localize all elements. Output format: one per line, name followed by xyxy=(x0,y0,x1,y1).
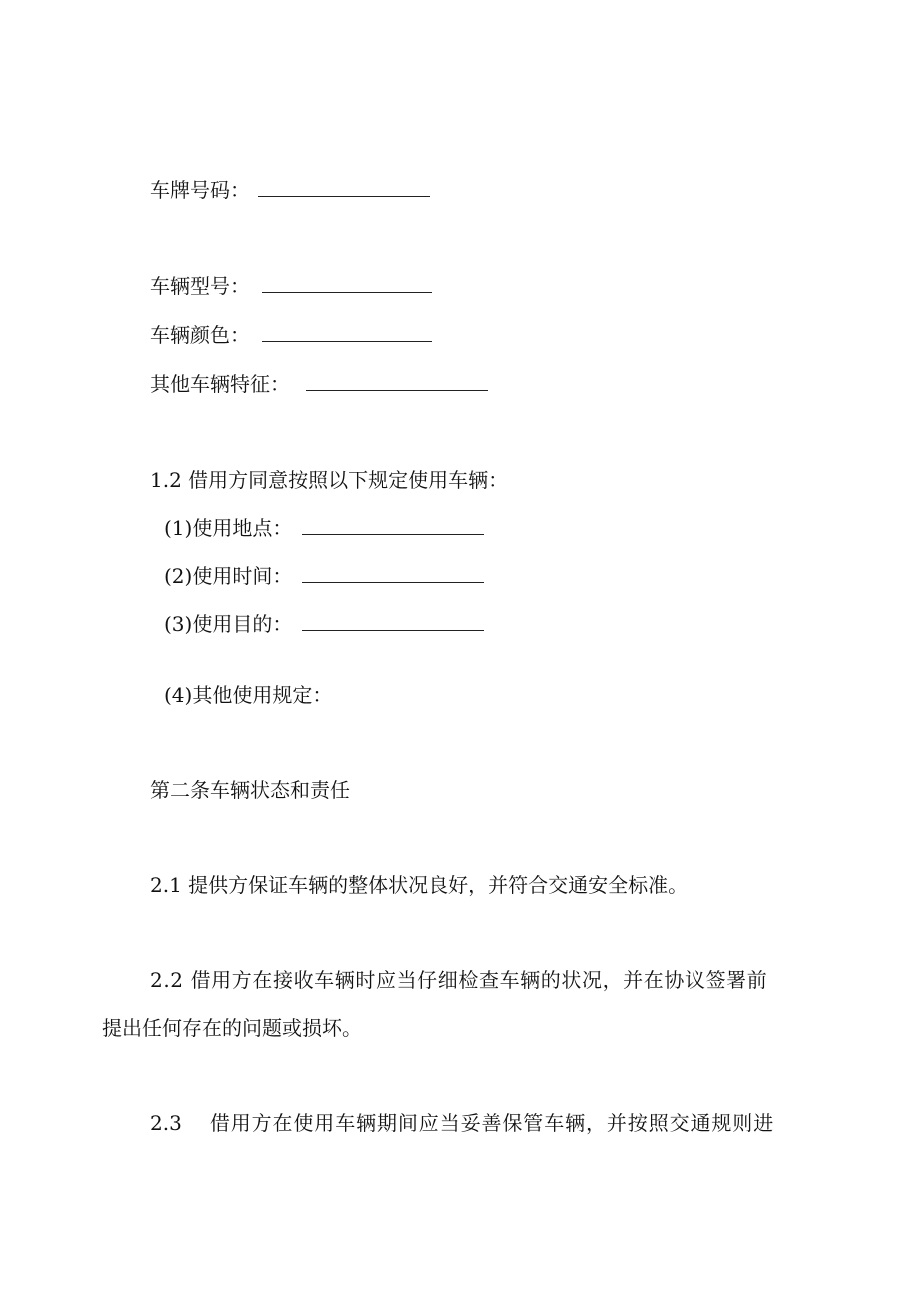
article-2-title: 第二条车辆状态和责任 xyxy=(150,778,350,802)
field-color-label: 车辆颜色： xyxy=(150,323,250,347)
clause-2-2-line-1: 2.2 借用方在接收车辆时应当仔细检查车辆的状况，并在协议签署前 xyxy=(150,968,768,992)
field-color-row xyxy=(150,321,432,349)
field-other-features-blank[interactable] xyxy=(306,372,488,391)
section-1-2-heading: 1.2 借用方同意按照以下规定使用车辆： xyxy=(150,468,509,492)
usage-location-blank[interactable] xyxy=(302,516,484,535)
field-model-row xyxy=(150,272,432,300)
usage-location-row xyxy=(164,514,484,542)
usage-purpose-blank[interactable] xyxy=(302,612,484,631)
field-model-blank[interactable] xyxy=(262,274,432,293)
usage-purpose-label: (3)使用目的： xyxy=(164,612,293,636)
usage-time-blank[interactable] xyxy=(302,564,484,583)
usage-other-rules-row xyxy=(164,681,332,709)
usage-location-label: (1)使用地点： xyxy=(164,516,293,540)
clause-2-3-number: 2.3 xyxy=(150,1111,182,1135)
field-plate-label: 车牌号码： xyxy=(150,178,250,202)
field-other-features-label: 其他车辆特征： xyxy=(150,372,290,396)
usage-time-row xyxy=(164,562,484,590)
clause-2-1: 2.1 提供方保证车辆的整体状况良好，并符合交通安全标准。 xyxy=(150,873,689,897)
clause-2-2-line-2: 提出任何存在的问题或损坏。 xyxy=(102,1016,362,1040)
field-model-label: 车辆型号： xyxy=(150,274,250,298)
usage-purpose-row xyxy=(164,610,484,638)
field-color-blank[interactable] xyxy=(262,323,432,342)
field-other-features-row xyxy=(150,370,488,398)
clause-2-3-text: 借用方在使用车辆期间应当妥善保管车辆，并按照交通规则进 xyxy=(209,1111,775,1135)
field-plate-row xyxy=(150,176,430,204)
clause-2-3-row xyxy=(150,1109,774,1137)
field-plate-blank[interactable] xyxy=(258,178,430,197)
usage-other-rules-label: (4)其他使用规定： xyxy=(164,683,333,707)
usage-time-label: (2)使用时间： xyxy=(164,564,293,588)
